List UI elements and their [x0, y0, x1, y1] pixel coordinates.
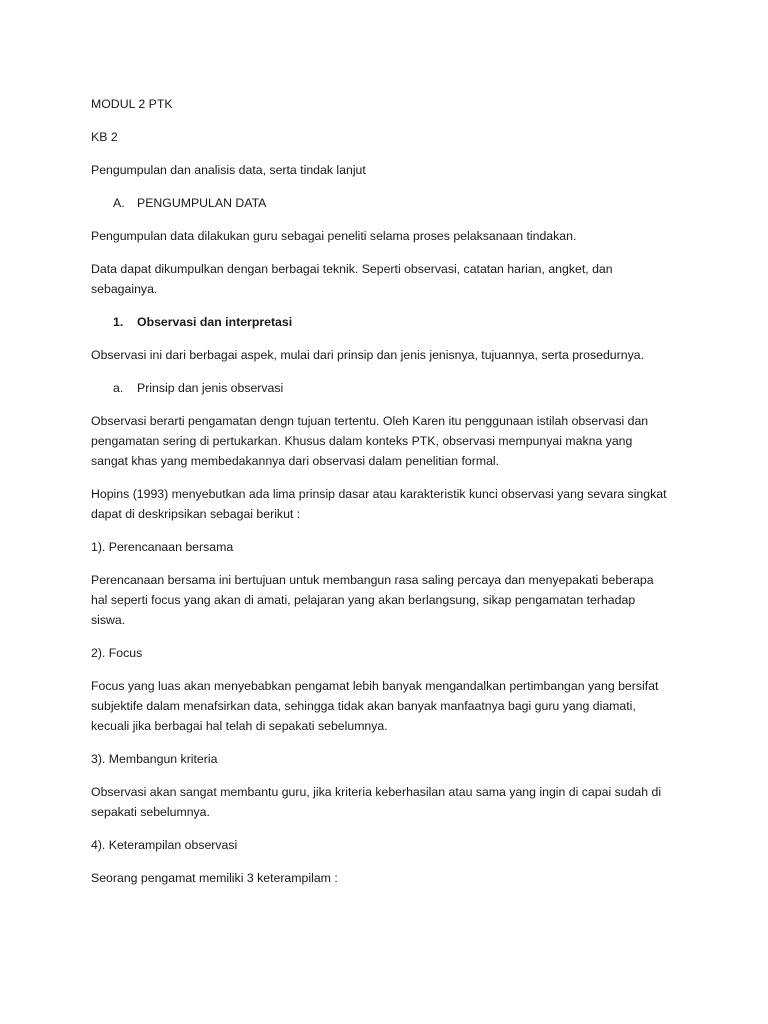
paragraph-1: Pengumpulan data dilakukan guru sebagai peneliti selama proses pelaksanaan tindakan.	[91, 229, 577, 243]
item-4-title: 4). Keterampilan observasi	[91, 838, 238, 852]
paragraph-5-line-2: dapat di deskripsikan sebagai berikut :	[91, 507, 301, 521]
section-1-heading	[91, 312, 691, 332]
item-3-line-2: sepakati sebelumnya.	[91, 805, 210, 819]
item-1-line-2: hal seperti focus yang akan di amati, pelajaran yang akan berlangsung, sikap pengamatan terhadap	[91, 593, 636, 607]
section-1-marker: 1.	[113, 315, 124, 329]
item-1-line-3: siswa.	[91, 613, 126, 627]
paragraph-2-line-1: Data dapat dikumpulkan dengan berbagai teknik. Seperti observasi, catatan harian, angket, dan	[91, 262, 613, 276]
paragraph-4-line-1: Observasi berarti pengamatan dengn tujuan tertentu. Oleh Karen itu penggunaan istilah observasi dan	[91, 414, 649, 428]
paragraph-2	[91, 259, 691, 299]
item-2-line-1: Focus yang luas akan menyebabkan pengamat lebih banyak mengandalkan pertimbangan yang bersifat	[91, 679, 659, 693]
item-2-body	[91, 676, 691, 736]
paragraph-4	[91, 411, 691, 471]
item-1-body	[91, 570, 691, 630]
kb-label: KB 2	[91, 130, 118, 144]
item-1-title: 1). Perencanaan bersama	[91, 540, 234, 554]
paragraph-3: Observasi ini dari berbagai aspek, mulai dari prinsip dan jenis jenisnya, tujuannya, serta prosedurnya.	[91, 348, 644, 362]
item-3-body	[91, 782, 691, 822]
item-1-line-1: Perencanaan bersama ini bertujuan untuk membangun rasa saling percaya dan menyepakati beberapa	[91, 573, 654, 587]
item-3-line-1: Observasi akan sangat membantu guru, jika kriteria keberhasilan atau sama yang ingin di capai sudah di	[91, 785, 662, 799]
module-title: MODUL 2 PTK	[91, 97, 173, 111]
item-4-body: Seorang pengamat memiliki 3 keterampilam :	[91, 871, 338, 885]
section-a-label: PENGUMPULAN DATA	[137, 196, 267, 210]
section-1-label: Observasi dan interpretasi	[137, 315, 293, 329]
paragraph-5	[91, 484, 691, 524]
section-a-marker: A.	[113, 196, 125, 210]
subsection-a-heading	[91, 378, 691, 398]
subsection-a-marker: a.	[113, 381, 124, 395]
subsection-a-label: Prinsip dan jenis observasi	[137, 381, 284, 395]
paragraph-4-line-3: sangat khas yang membedakannya dari observasi dalam penelitian formal.	[91, 454, 500, 468]
document-body	[91, 94, 691, 901]
paragraph-4-line-2: pengamatan sering di pertukarkan. Khusus dalam konteks PTK, observasi mempunyai makna yang	[91, 434, 633, 448]
item-2-title: 2). Focus	[91, 646, 143, 660]
topic-line: Pengumpulan dan analisis data, serta tindak lanjut	[91, 163, 366, 177]
paragraph-2-line-2: sebagainya.	[91, 282, 158, 296]
item-2-line-3: kecuali jika berbagai hal telah di sepakati sebelumnya.	[91, 719, 388, 733]
section-a-heading	[91, 193, 691, 213]
item-3-title: 3). Membangun kriteria	[91, 752, 218, 766]
item-2-line-2: subjektife dalam menafsirkan data, sehingga tidak akan banyak manfaatnya bagi guru yang diamati,	[91, 699, 636, 713]
paragraph-5-line-1: Hopins (1993) menyebutkan ada lima prinsip dasar atau karakteristik kunci observasi yang sevara singkat	[91, 487, 667, 501]
